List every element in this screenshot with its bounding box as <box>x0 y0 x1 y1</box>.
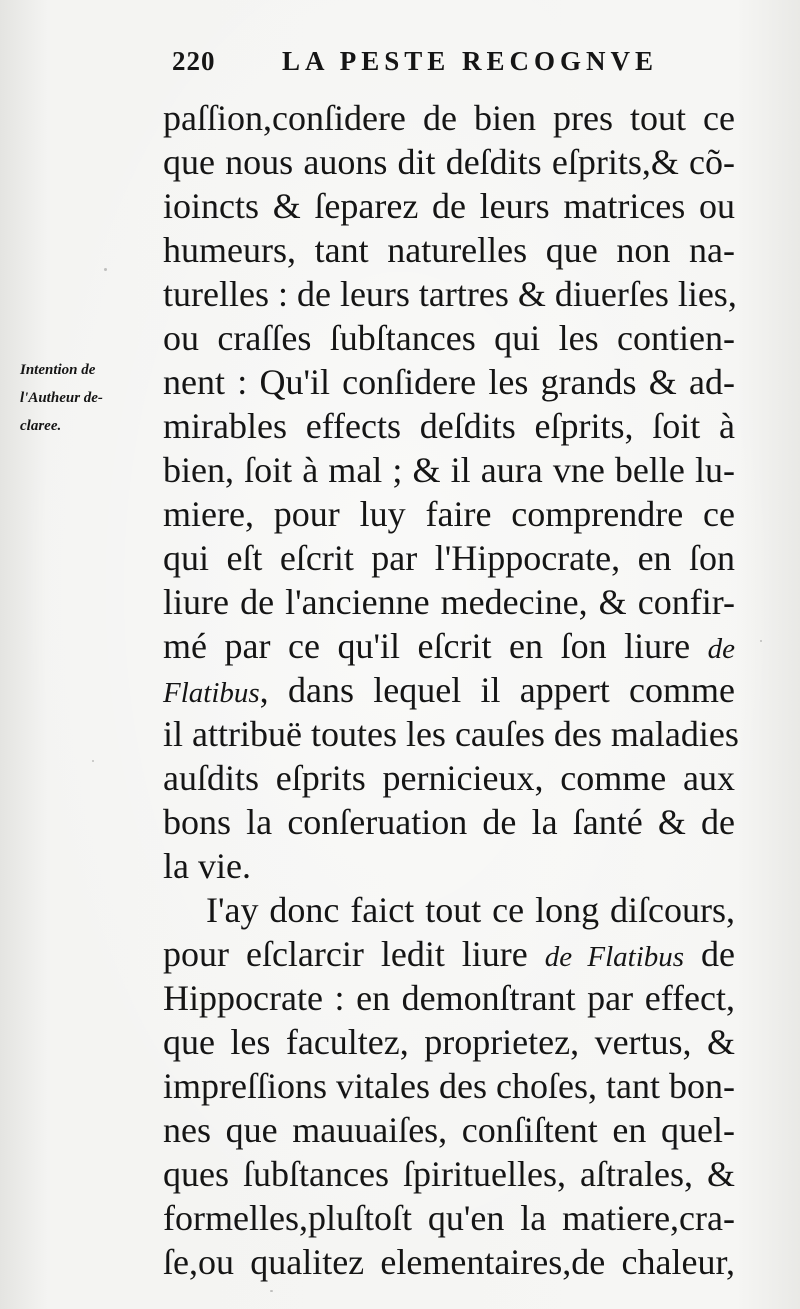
text-line: auſdits eſprits pernicieux, comme aux <box>163 758 735 798</box>
italic-title: de Flatibus <box>544 941 685 973</box>
page-header <box>172 46 732 86</box>
text-line: ioincts & ſeparez de leurs matrices ou <box>163 186 735 226</box>
text-line: mirables effects deſdits eſprits, ſoit à <box>163 406 735 446</box>
text-line: nes que mauuaiſes, conſiſtent en quel- <box>163 1110 735 1150</box>
text-line: ou craſſes ſubſtances qui les contien- <box>163 318 735 358</box>
text-line: bons la conſeruation de la ſanté & de <box>163 802 735 842</box>
text-span: de <box>684 934 736 974</box>
margin-note-line: l'Autheur de- <box>20 390 103 406</box>
text-span: mé par ce qu'il eſcrit en ſon liure <box>163 626 708 666</box>
text-line: ques ſubſtances ſpirituelles, aſtrales, & <box>163 1154 735 1194</box>
paragraph-first-line: I'ay donc faict tout ce long diſcours, <box>206 890 735 930</box>
text-line: ſe,ou qualitez elementaires,de chaleur, <box>163 1242 735 1282</box>
italic-title: de <box>707 633 735 665</box>
text-line: que les facultez, proprietez, vertus, & <box>163 1022 735 1062</box>
ink-speck <box>270 1290 273 1292</box>
ink-speck <box>92 760 94 762</box>
text-line: Hippocrate : en demonſtrant par effect, <box>163 978 735 1018</box>
italic-title: Flatibus <box>163 677 260 709</box>
text-line: qui eſt eſcrit par l'Hippocrate, en ſon <box>163 538 735 578</box>
text-line <box>163 932 735 976</box>
margin-note-line: Intention de <box>20 362 96 378</box>
text-line: miere, pour luy faire comprendre ce <box>163 494 735 534</box>
text-line: bien, ſoit à mal ; & il aura vne belle lu- <box>163 450 735 490</box>
text-line: la vie. <box>163 846 251 886</box>
text-line: que nous auons dit deſdits eſprits,& cõ- <box>163 142 735 182</box>
text-span: , dans lequel il appert comme <box>259 670 735 710</box>
text-line: turelles : de leurs tartres & diuerſes lies, <box>163 274 737 314</box>
text-line: il attribuë toutes les cauſes des maladies <box>163 714 739 754</box>
text-line: paſſion,conſidere de bien pres tout ce <box>163 98 735 138</box>
text-line: humeurs, tant naturelles que non na- <box>163 230 735 270</box>
margin-note-line: claree. <box>20 418 62 434</box>
ink-speck <box>104 268 107 271</box>
text-line: impreſſions vitales des choſes, tant bon- <box>163 1066 735 1106</box>
text-span: pour eſclarcir ledit liure <box>163 934 545 974</box>
text-line <box>163 624 735 668</box>
margin-note <box>20 356 170 440</box>
ink-speck <box>760 640 762 642</box>
text-line: formelles,pluſtoſt qu'en la matiere,cra- <box>163 1198 735 1238</box>
text-line: liure de l'ancienne medecine, & confir- <box>163 582 735 622</box>
page-number: 220 <box>172 46 216 76</box>
text-line: nent : Qu'il conſidere les grands & ad- <box>163 362 735 402</box>
text-line <box>163 668 735 712</box>
running-title: LA PESTE RECOGNVE <box>282 46 659 76</box>
